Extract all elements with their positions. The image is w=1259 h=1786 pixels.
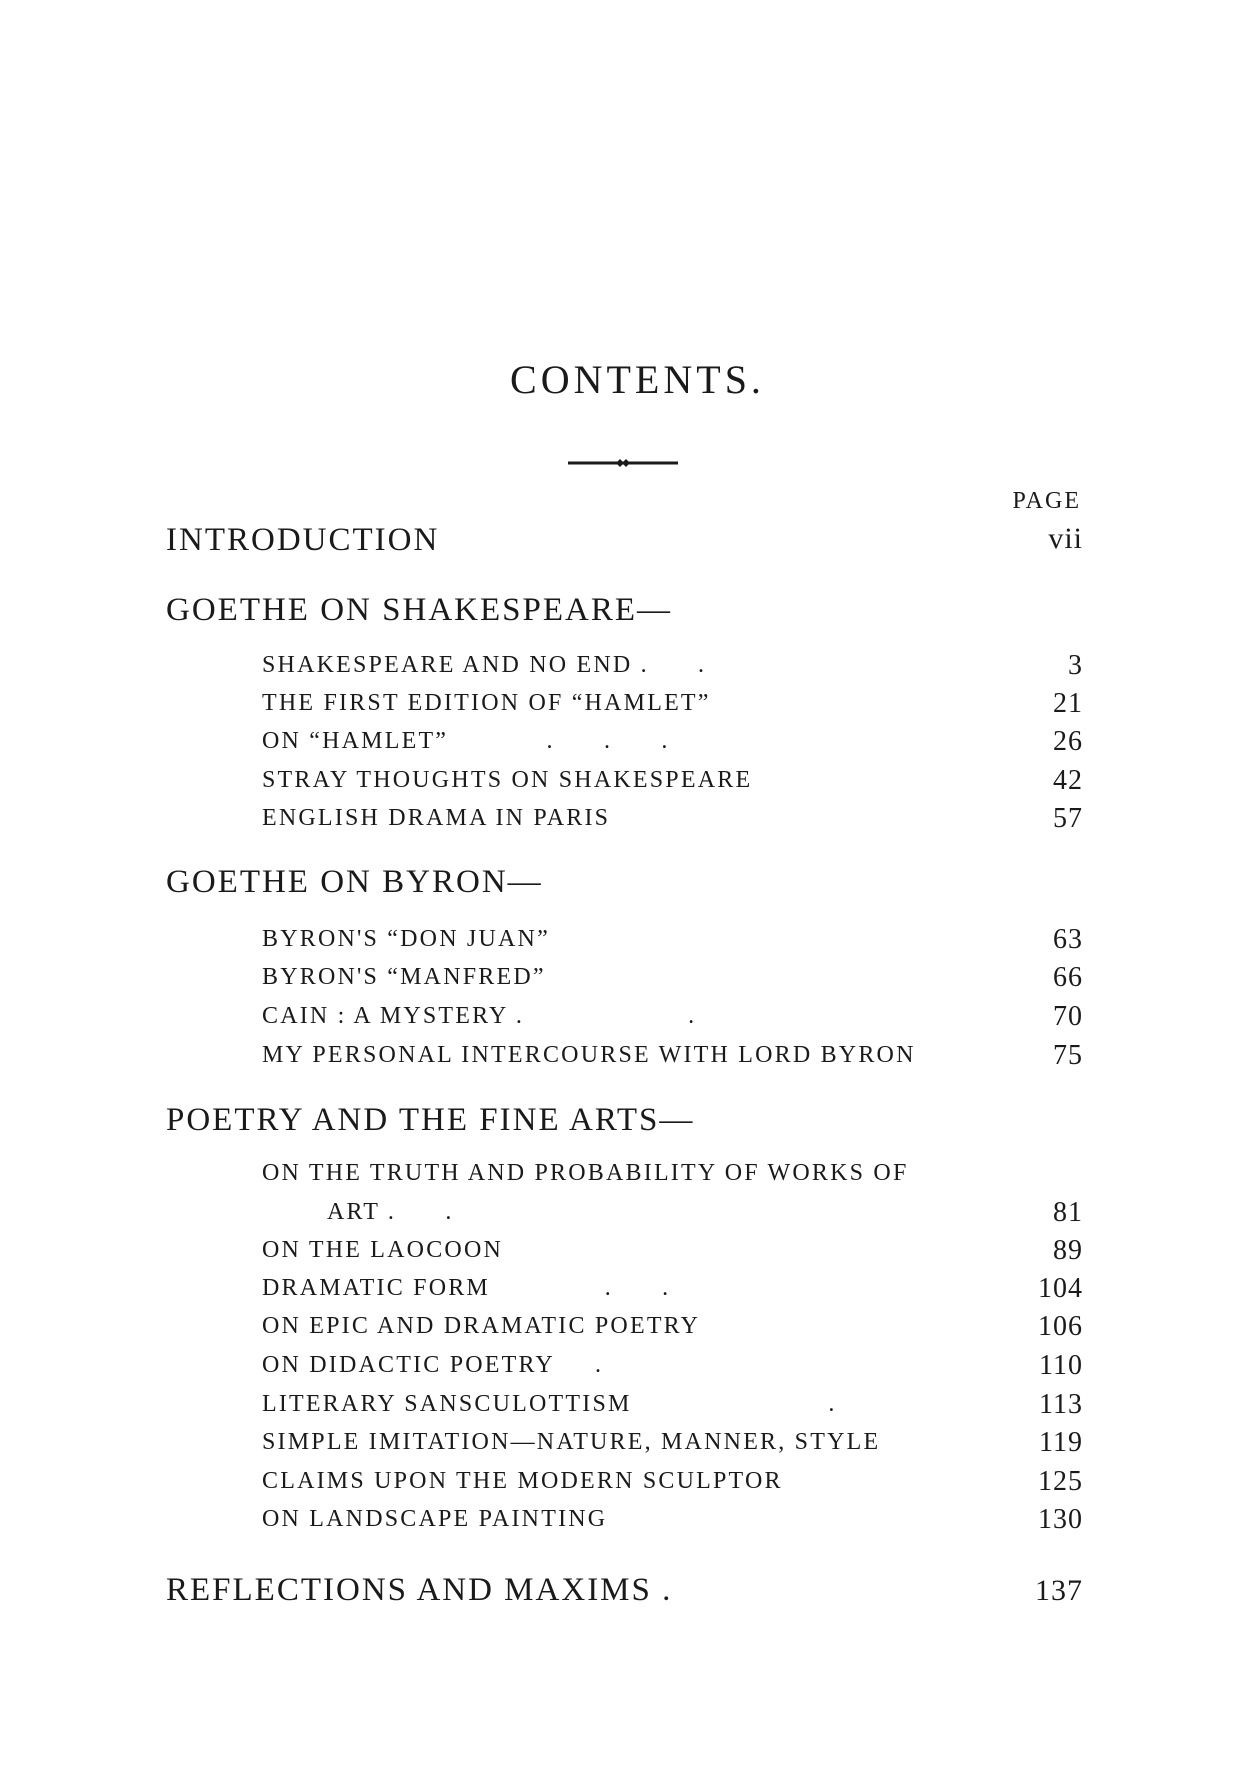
list-item-page: 3: [1068, 650, 1083, 681]
page-title: CONTENTS.: [510, 357, 765, 402]
page-column-heading: PAGE: [1012, 488, 1081, 514]
list-item-page: 70: [1053, 1001, 1083, 1032]
list-item: STRAY THOUGHTS ON SHAKESPEARE: [262, 767, 753, 793]
section-fine-arts: POETRY AND THE FINE ARTS—: [166, 1102, 695, 1138]
list-item: CAIN : A MYSTERY . .: [262, 1003, 697, 1029]
section-byron: GOETHE ON BYRON—: [166, 864, 543, 900]
list-item: ON EPIC AND DRAMATIC POETRY: [262, 1313, 701, 1339]
section-reflections-page: 137: [1035, 1574, 1083, 1607]
list-item: ON THE TRUTH AND PROBABILITY OF WORKS OF: [262, 1160, 909, 1186]
list-item-continuation: ART . .: [327, 1199, 454, 1225]
list-item-page: 110: [1039, 1350, 1083, 1381]
list-item: SHAKESPEARE AND NO END . .: [262, 652, 707, 678]
list-item-page: 81: [1053, 1197, 1083, 1228]
list-item: ON LANDSCAPE PAINTING: [262, 1506, 608, 1532]
list-item: ON THE LAOCOON: [262, 1237, 504, 1263]
list-item-page: 26: [1053, 726, 1083, 757]
list-item: BYRON'S “DON JUAN”: [262, 926, 550, 952]
list-item-page: 125: [1038, 1466, 1083, 1497]
list-item-page: 104: [1038, 1273, 1083, 1304]
list-item: ON DIDACTIC POETRY .: [262, 1352, 604, 1378]
list-item: ENGLISH DRAMA IN PARIS: [262, 805, 611, 831]
list-item-page: 113: [1039, 1389, 1083, 1420]
section-shakespeare: GOETHE ON SHAKESPEARE—: [166, 592, 672, 628]
list-item: DRAMATIC FORM . .: [262, 1275, 671, 1301]
list-item-page: 21: [1053, 688, 1083, 719]
section-introduction-page: vii: [1048, 522, 1083, 555]
list-item-page: 106: [1038, 1311, 1083, 1342]
section-reflections: REFLECTIONS AND MAXIMS .: [166, 1572, 673, 1608]
list-item-page: 66: [1053, 962, 1083, 993]
list-item-page: 130: [1038, 1504, 1083, 1535]
list-item: BYRON'S “MANFRED”: [262, 964, 546, 990]
ornament-rule: [568, 456, 678, 470]
list-item-page: 63: [1053, 924, 1083, 955]
list-item-page: 42: [1053, 765, 1083, 796]
list-item: ON “HAMLET” . . .: [262, 728, 670, 754]
list-item-page: 119: [1039, 1427, 1083, 1458]
list-item-page: 75: [1053, 1040, 1083, 1071]
list-item-page: 57: [1053, 803, 1083, 834]
list-item: CLAIMS UPON THE MODERN SCULPTOR: [262, 1468, 783, 1494]
list-item: LITERARY SANSCULOTTISM .: [262, 1391, 837, 1417]
section-introduction: INTRODUCTION: [166, 522, 440, 558]
list-item: MY PERSONAL INTERCOURSE WITH LORD BYRON: [262, 1042, 916, 1068]
list-item: SIMPLE IMITATION—NATURE, MANNER, STYLE: [262, 1429, 881, 1455]
list-item: THE FIRST EDITION OF “HAMLET”: [262, 690, 711, 716]
list-item-page: 89: [1053, 1235, 1083, 1266]
